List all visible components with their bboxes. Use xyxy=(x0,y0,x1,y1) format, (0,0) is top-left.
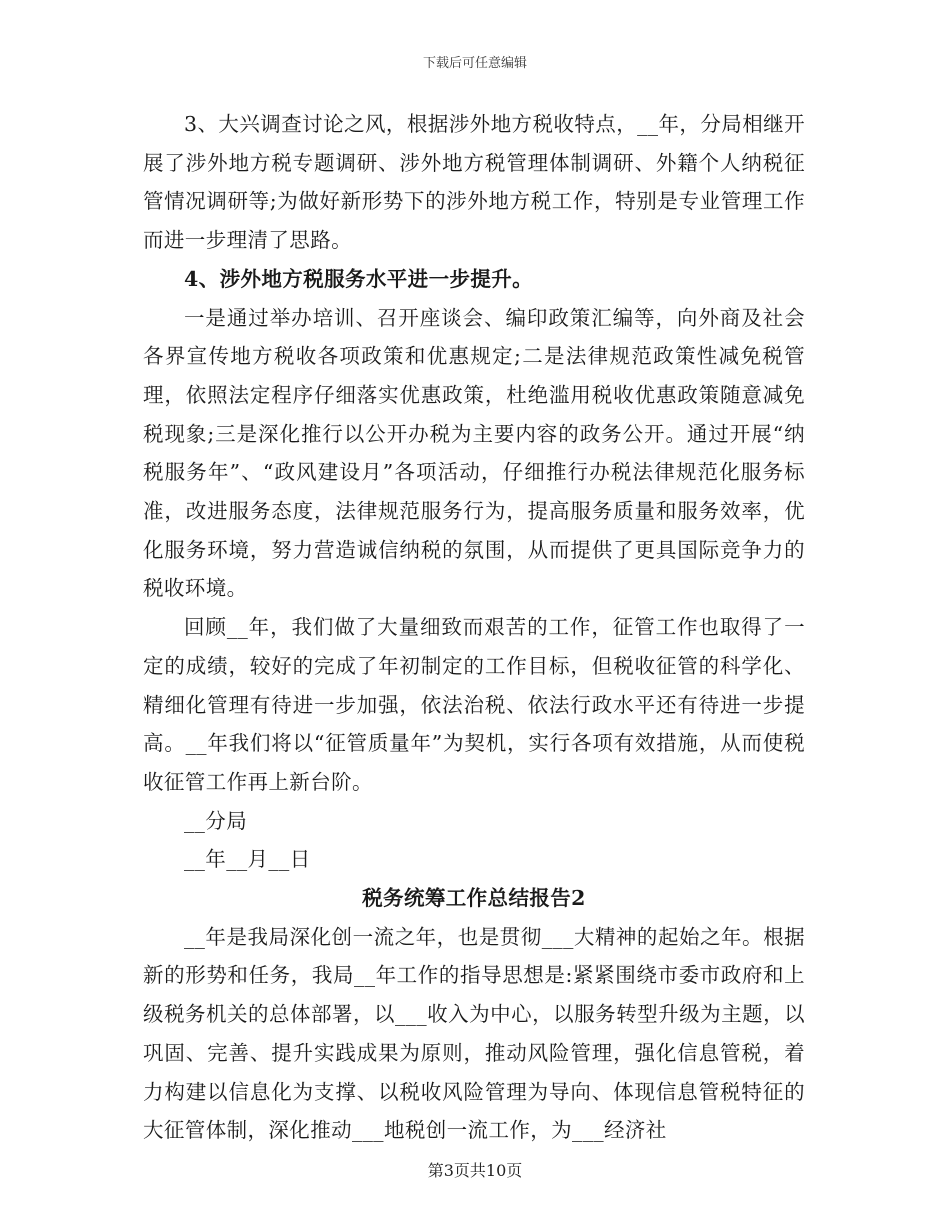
paragraph-research: 3、大兴调查讨论之风，根据涉外地方税收特点，__年，分局相继开展了涉外地方税专题调研、涉外地方税管理体制调研、外籍个人纳税征管情况调研等;为做好新形势下的涉外地方税工作，特别是专业管理工作而进一步理清了思路。 xyxy=(143,112,805,253)
paragraph-guiding-thought: __年是我局深化创一流之年，也是贯彻___大精神的起始之年。根据新的形势和任务，我局__年工作的指导思想是:紧紧围绕市委市政府和上级税务机关的总体部署，以___收入为中心，以服务转型升级为主题，以巩固、完善、提升实践成果为原则，推动风险管理，强化信息管税，着力构建以信息化为支撑、以税收风险管理为导向、体现信息管税特征的大征管体制，深化推动___地税创一流工作，为___经济社 xyxy=(143,924,805,1143)
signature-date: __年__月__日 xyxy=(184,847,311,872)
paragraph-review: 回顾__年，我们做了大量细致而艰苦的工作，征管工作也取得了一定的成绩，较好的完成了年初制定的工作目标，但税收征管的科学化、精细化管理有待进一步加强，依法治税、依法行政水平还有待进一步提高。__年我们将以“征管质量年”为契机，实行各项有效措施，从而使税收征管工作再上新台阶。 xyxy=(143,615,805,794)
section-heading-service: 4、涉外地方税服务水平进一步提升。 xyxy=(184,266,534,291)
page-header: 下载后可任意编辑 xyxy=(422,56,527,71)
document-body xyxy=(143,105,805,1150)
page-number: 第3页共10页 xyxy=(427,1161,523,1180)
paragraph-service: 一是通过举办培训、召开座谈会、编印政策汇编等，向外商及社会各界宣传地方税收各项政策和优惠规定;二是法律规范政策性减免税管理，依照法定程序仔细落实优惠政策，杜绝滥用税收优惠政策随意减免税现象;三是深化推行以公开办税为主要内容的政务公开。通过开展“纳税服务年”、“政风建设月”各项活动，仔细推行办税法律规范化服务标准，改进服务态度，法律规范服务行为，提高服务质量和服务效率，优化服务环境，努力营造诚信纳税的氛围，从而提供了更具国际竞争力的税收环境。 xyxy=(143,305,805,601)
report-title: 税务统筹工作总结报告2 xyxy=(362,886,586,911)
signature-bureau: __分局 xyxy=(184,808,248,833)
